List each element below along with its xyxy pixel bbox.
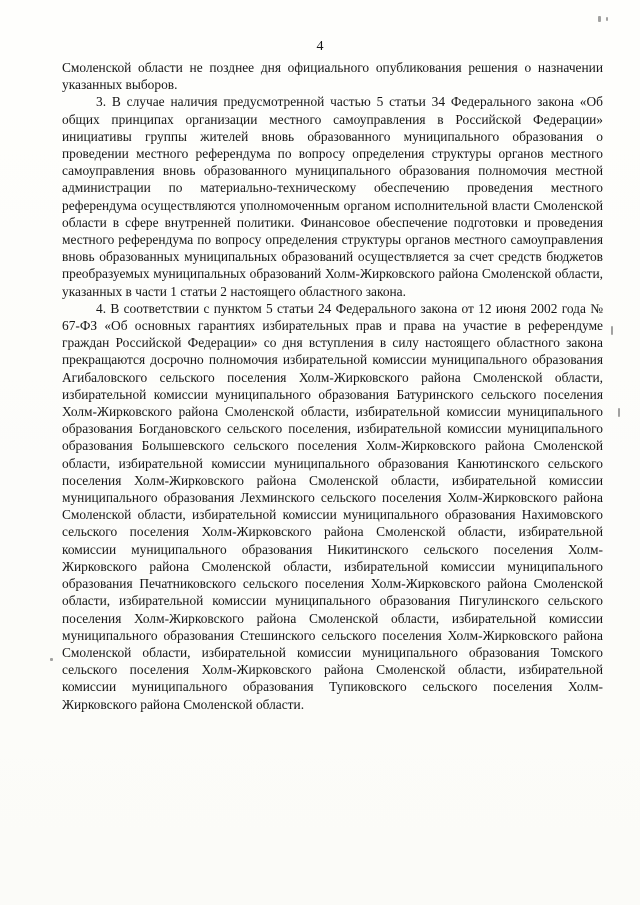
- document-body: [62, 59, 603, 713]
- scan-speck: [598, 16, 601, 22]
- scan-speck: [606, 17, 608, 21]
- scan-speck: [611, 326, 613, 335]
- paragraph-item-3: 3. В случае наличия предусмотренной частью 5 статьи 34 Федерального закона «Об общих принципах организации местного самоуправления в Российской Федерации» инициативы группы жителей вновь образованного муниципального образования о проведении местного референдума по вопросу определения структуры органов местного самоуправления вновь образованного муниципального образования полномочия местной администрации по материально-техническому обеспечению проведения местного референдума осуществляются уполномоченным органом исполнительной власти Смоленской области в сфере внутренней политики. Финансовое обеспечение подготовки и проведения местного референдума по вопросу определения структуры органов местного самоуправления вновь образованных муниципальных образований осуществляется за счет средств бюджетов преобразуемых муниципальных образований Холм-Жирковского района Смоленской области, указанных в части 1 статьи 2 настоящего областного закона.: [62, 94, 603, 299]
- scan-speck: [618, 408, 620, 417]
- paragraph-continuation: Смоленской области не позднее дня официального опубликования решения о назначении указанных выборов.: [62, 60, 603, 93]
- page-number: 4: [316, 39, 324, 54]
- scan-speck: [50, 658, 53, 661]
- paragraph-item-4: 4. В соответствии с пунктом 5 статьи 24 Федерального закона от 12 июня 2002 года № 67-ФЗ «Об основных гарантиях избирательных прав и права на участие в референдуме граждан Российской Федерации» со дня вступления в силу настоящего областного закона прекращаются досрочно полномочия избирательной комиссии муниципального образования Агибаловского сельского поселения Холм-Жирковского района Смоленской области, избирательной комиссии муниципального образования Батуринского сельского поселения Холм-Жирковского района Смоленской области, избирательной комиссии муниципального образования Богдановского сельского поселения, избирательной комиссии муниципального образования Болышевского сельского поселения Холм-Жирковского района Смоленской области, избирательной комиссии муниципального образования Канютинского сельского поселения Холм-Жирковского района Смоленской области, избирательной комиссии муниципального образования Лехминского сельского поселения Холм-Жирковского района Смоленской области, избирательной комиссии муниципального образования Нахимовского сельского поселения Холм-Жирковского района Смоленской области, избирательной комиссии муниципального образования Никитинского сельского поселения Холм-Жирковского района Смоленской области, избирательной комиссии муниципального образования Печатниковского сельского поселения Холм-Жирковского района Смоленской области, избирательной комиссии муниципального образования Пигулинского сельского поселения Холм-Жирковского района Смоленской области, избирательной комиссии муниципального образования Стешинского сельского поселения Холм-Жирковского района Смоленской области, избирательной комиссии муниципального образования Томского сельского поселения Холм-Жирковского района Смоленской области, избирательной комиссии муниципального образования Тупиковского сельского поселения Холм-Жирковского района Смоленской области.: [62, 300, 603, 712]
